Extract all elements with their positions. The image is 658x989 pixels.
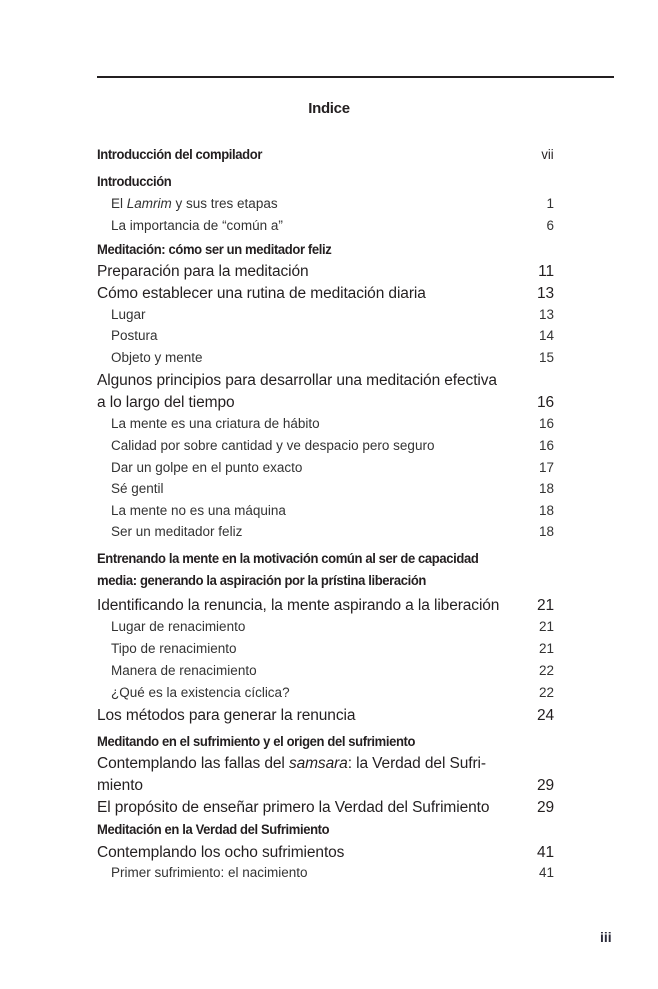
toc-entry-label: Cómo establecer una rutina de meditación diaria <box>97 285 426 302</box>
toc-page-number: 13 <box>538 307 554 322</box>
toc-chapter-entry <box>97 844 554 862</box>
label-italic-text: samsara <box>288 755 348 772</box>
toc-subentry <box>97 460 554 475</box>
toc-entry-label: miento <box>97 777 143 794</box>
toc-entry-label: Meditando en el sufrimiento y el origen del sufrimiento <box>97 733 416 749</box>
toc-entry-label: Primer sufrimiento: el nacimiento <box>111 865 308 880</box>
toc-entry-label: Calidad por sobre cantidad y ve despacio pero seguro <box>111 438 435 453</box>
toc-entry-label: Meditación: cómo ser un meditador feliz <box>97 241 332 257</box>
toc-entry-label: Dar un golpe en el punto exacto <box>111 460 303 475</box>
toc-chapter-entry <box>97 372 554 390</box>
toc-subentry <box>97 481 554 496</box>
toc-page-number: 21 <box>538 641 554 656</box>
toc-subentry <box>97 524 554 539</box>
label-text: y sus tres etapas <box>171 196 278 211</box>
toc-page-number: 21 <box>536 597 554 614</box>
toc-section-heading <box>97 146 554 162</box>
toc-subentry <box>97 196 554 211</box>
label-text: : la Verdad del Sufri- <box>347 755 486 772</box>
toc-page-number: 41 <box>536 844 554 861</box>
toc-entry-label: El propósito de enseñar primero la Verdad del Sufrimiento <box>97 799 490 816</box>
label-text: Contemplando las fallas del <box>97 755 289 772</box>
toc-entry-label: Preparación para la meditación <box>97 263 309 280</box>
toc-page-number: 16 <box>538 416 554 431</box>
toc-subentry <box>97 663 554 678</box>
toc-subentry <box>97 685 554 700</box>
toc-entry-label: Identificando la renuncia, la mente aspirando a la liberación <box>97 597 500 614</box>
toc-entry-label: Manera de renacimiento <box>111 663 257 678</box>
toc-subentry <box>97 865 554 880</box>
toc-subentry <box>97 619 554 634</box>
toc-entry-label: La mente no es una máquina <box>111 503 286 518</box>
toc-entry-label: Sé gentil <box>111 481 164 496</box>
toc-entry-label: Tipo de renacimiento <box>111 641 237 656</box>
toc-entry-label: Los métodos para generar la renuncia <box>97 707 356 724</box>
toc-page-number: 17 <box>538 460 554 475</box>
toc-entry-label: Lugar de renacimiento <box>111 619 246 634</box>
toc-page-number: 18 <box>538 481 554 496</box>
toc-subentry <box>97 641 554 656</box>
toc-chapter-entry <box>97 263 554 281</box>
toc-entry-label: ¿Qué es la existencia cíclica? <box>111 685 290 700</box>
toc-chapter-entry <box>97 394 554 412</box>
toc-chapter-entry <box>97 799 554 817</box>
toc-entry-label: Introducción <box>97 173 172 189</box>
toc-page-number: vii <box>541 146 554 162</box>
toc-section-heading <box>97 572 554 588</box>
toc-page-number: 41 <box>538 865 554 880</box>
toc-subentry <box>97 350 554 365</box>
toc-subentry <box>97 416 554 431</box>
toc-entry-label: Lugar <box>111 307 146 322</box>
page-number: iii <box>600 929 612 945</box>
toc-page-number: 29 <box>536 777 554 794</box>
toc-page-number: 22 <box>538 663 554 678</box>
toc-subentry <box>97 438 554 453</box>
toc-entry-label: a lo largo del tiempo <box>97 394 235 411</box>
toc-section-heading <box>97 241 554 257</box>
toc-chapter-entry <box>97 777 554 795</box>
toc-section-heading <box>97 173 554 189</box>
toc-entry-label: Algunos principios para desarrollar una meditación efectiva <box>97 372 497 389</box>
toc-page-number: 18 <box>538 503 554 518</box>
toc-entry-label: media: generando la aspiración por la prístina liberación <box>97 572 426 588</box>
toc-chapter-entry <box>97 285 554 303</box>
toc-page-number: 18 <box>538 524 554 539</box>
toc-entry-label: Entrenando la mente en la motivación común al ser de capacidad <box>97 550 479 566</box>
toc-chapter-entry <box>97 597 554 615</box>
toc-page-number: 29 <box>536 799 554 816</box>
toc-entry-label: Meditación en la Verdad del Sufrimiento <box>97 821 330 837</box>
toc-entry-label: Ser un meditador feliz <box>111 524 243 539</box>
toc-page-number: 15 <box>538 350 554 365</box>
toc-entry-label <box>97 755 486 773</box>
toc-subentry <box>97 328 554 343</box>
toc-chapter-entry <box>97 707 554 725</box>
toc-page-number: 21 <box>538 619 554 634</box>
toc-entry-label: Contemplando los ocho sufrimientos <box>97 844 345 861</box>
toc-entry-label: Introducción del compilador <box>97 146 263 162</box>
label-text: El <box>111 196 127 211</box>
toc-subentry <box>97 503 554 518</box>
header-rule <box>97 76 614 78</box>
toc-page-number: 14 <box>538 328 554 343</box>
toc-entry-label: Objeto y mente <box>111 350 203 365</box>
toc-chapter-entry <box>97 755 554 773</box>
toc-page-number: 16 <box>536 394 554 411</box>
toc-entry-label <box>111 196 278 211</box>
toc-page-number: 1 <box>546 196 554 211</box>
toc-page-number: 22 <box>538 685 554 700</box>
toc-entry-label: Postura <box>111 328 158 343</box>
toc-entry-label: La mente es una criatura de hábito <box>111 416 320 431</box>
toc-subentry <box>97 218 554 233</box>
toc-page-number: 11 <box>538 263 554 280</box>
toc-subentry <box>97 307 554 322</box>
toc-section-heading <box>97 821 554 837</box>
page-title: Indice <box>308 100 350 117</box>
toc-page-number: 16 <box>538 438 554 453</box>
toc-entry-label: La importancia de “común a” <box>111 218 283 233</box>
toc-section-heading <box>97 733 554 749</box>
toc-section-heading <box>97 550 554 566</box>
toc-page-number: 6 <box>546 218 554 233</box>
toc-page-number: 24 <box>536 707 554 724</box>
label-italic-text: Lamrim <box>126 196 172 211</box>
toc-page-number: 13 <box>536 285 554 302</box>
